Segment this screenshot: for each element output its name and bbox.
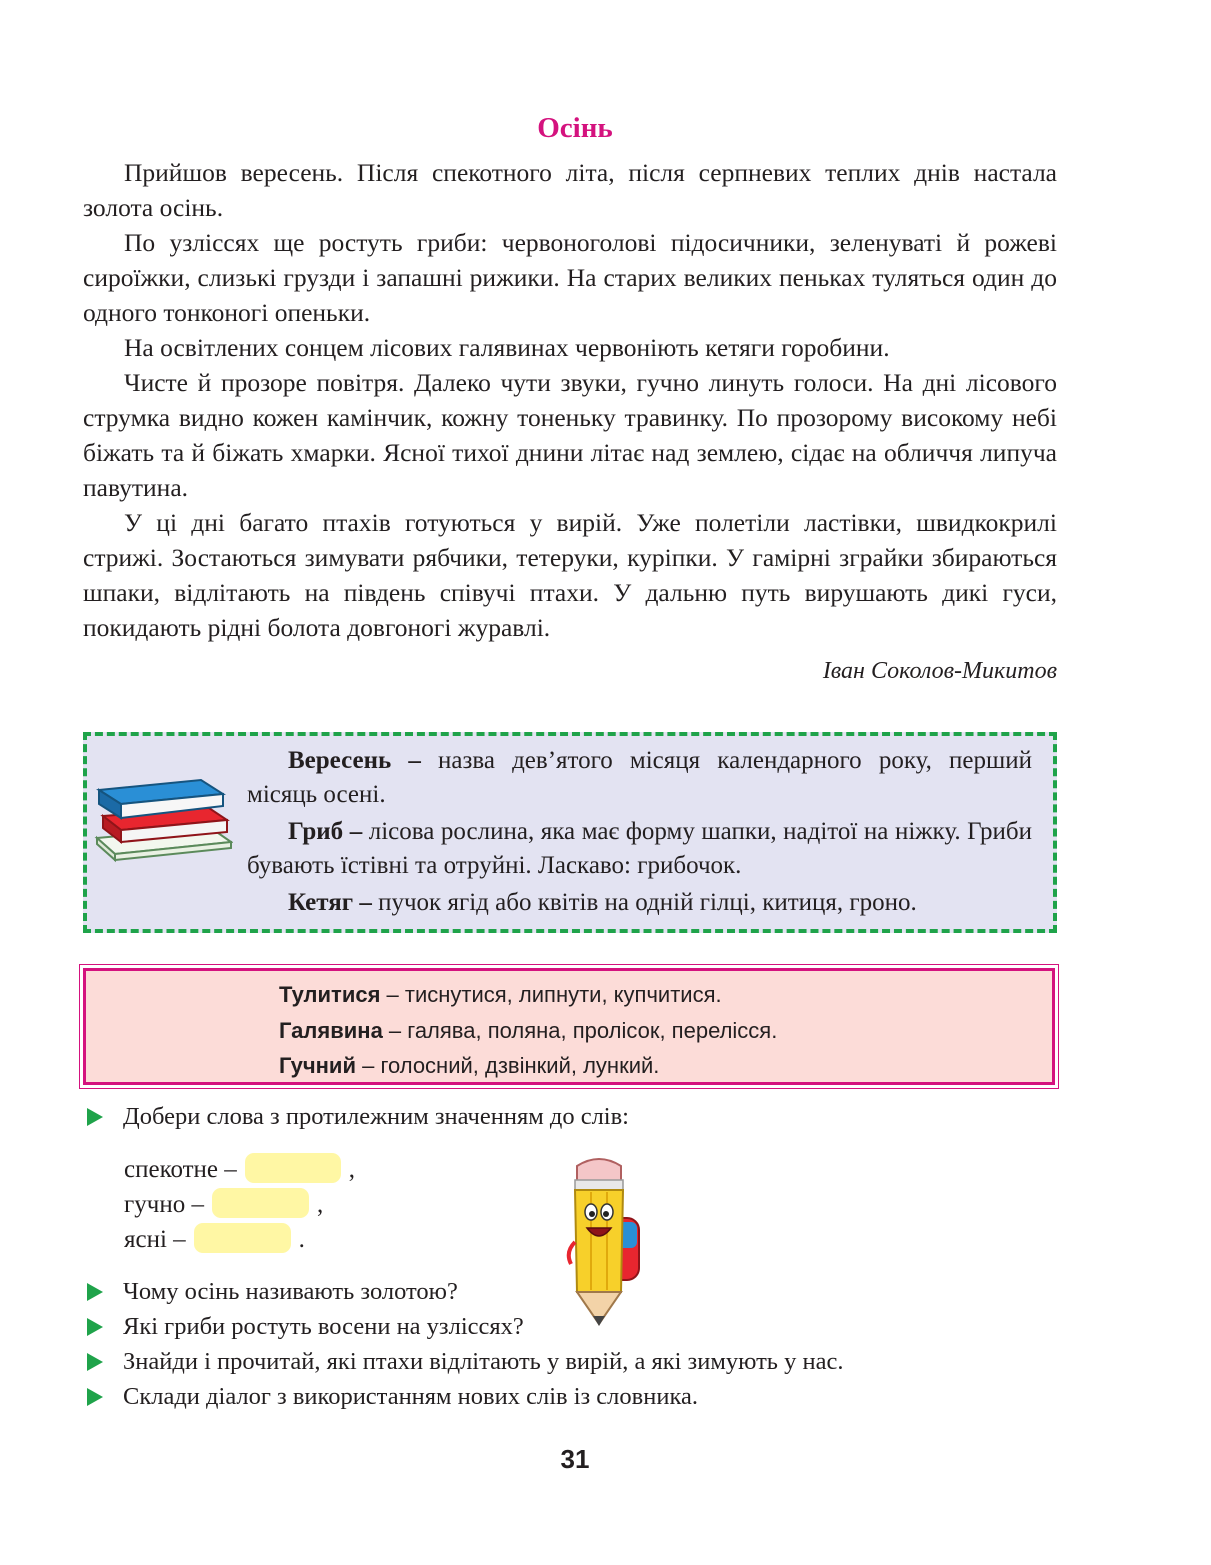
- pencil-mascot-icon: [565, 1152, 645, 1332]
- answer-blank[interactable]: [245, 1153, 341, 1183]
- synonym-entry: [279, 977, 777, 1013]
- synonyms-box: [83, 968, 1055, 1085]
- story-paragraph: На освітлених сонцем лісових галявинах червоніють кетяги горобини.: [124, 333, 890, 362]
- vocabulary-definition: пучок ягід або квітів на одній гілці, китиця, гроно.: [371, 889, 917, 916]
- vocabulary-term: Гриб –: [288, 818, 363, 845]
- vocabulary-term: Вересень –: [288, 747, 421, 774]
- story-paragraph: Прийшов вересень. Після спекотного літа, після серпневих теплих днів настала золота осінь.: [83, 158, 1057, 222]
- answer-blank[interactable]: [212, 1188, 309, 1218]
- story-paragraph: Чисте й прозоре повітря. Далеко чути звуки, гучно линуть голоси. На дні лісового струмка видно кожен камінчик, кожну тоненьку травинку. По прозорому високому небі біжать та й біжать хмарки. Ясної тихої днини літає над землею, сідає на обличчя липуча павутина.: [83, 368, 1057, 502]
- exercise-line: [124, 1223, 305, 1255]
- vocabulary-list: [247, 744, 1032, 923]
- story-paragraph: По узліссях ще ростуть гриби: червоноголові підосичники, зеленуваті й рожеві сироїжки, слизькі грузди і запашні рижики. На старих великих пеньках туляться один до одного тонконогі опеньки.: [83, 228, 1057, 327]
- vocabulary-entry: [247, 886, 1032, 920]
- vocabulary-definition: назва дев’ятого місяця календарного року, перший місяць осені.: [247, 747, 1032, 808]
- books-icon: [93, 776, 233, 866]
- synonym-definition: – тиснутися, липнути, купчитися.: [380, 982, 722, 1007]
- question-text: Склади діалог з використанням нових слів із словника.: [123, 1383, 698, 1410]
- vocabulary-term: Кетяг –: [288, 889, 372, 916]
- exercise-punct: ,: [316, 1191, 324, 1218]
- exercise-punct: .: [298, 1226, 305, 1253]
- author-name: Іван Соколов-Микитов: [822, 658, 1057, 684]
- synonym-entry: [279, 1013, 777, 1049]
- question-item: [87, 1382, 698, 1412]
- story-paragraph: У ці дні багато птахів готуються у вирій. Уже полетіли ластівки, швидкокрилі стрижі. Зостаються зимувати рябчики, тетеруки, куріпки. У гамірні зграйки збираються шпаки, відлітають на південь співучі птахи. У дальню путь вирушають дикі гуси, покидають рідні болота довгоногі журавлі.: [83, 508, 1057, 642]
- synonym-definition: – галява, поляна, пролісок, перелісся.: [382, 1017, 778, 1043]
- exercise-line: [124, 1188, 323, 1220]
- vocabulary-definition: лісова рослина, яка має форму шапки, надітої на ніжку. Гриби бувають їстівні та отруйні. Ласкаво: грибочок.: [247, 818, 1033, 879]
- page-number: 31: [560, 1444, 590, 1474]
- page-title: Осінь: [537, 112, 613, 144]
- exercise-punct: ,: [348, 1156, 356, 1183]
- synonyms-list: [279, 977, 777, 1084]
- task-antonyms: [87, 1102, 629, 1132]
- exercise-word: ясні –: [124, 1226, 186, 1253]
- play-arrow-icon: [87, 1108, 103, 1126]
- synonym-term: Тулитися: [279, 982, 381, 1007]
- play-arrow-icon: [87, 1318, 103, 1336]
- task-text: Добери слова з протилежним значенням до слів:: [123, 1103, 629, 1130]
- exercise-word: спекотне –: [124, 1156, 237, 1183]
- vocabulary-box: [83, 732, 1057, 933]
- synonym-term: Гучний: [279, 1053, 356, 1078]
- exercise-line: [124, 1153, 355, 1185]
- question-item: [87, 1312, 524, 1342]
- synonym-term: Галявина: [279, 1017, 383, 1043]
- question-text: Які гриби ростуть восени на узліссях?: [123, 1313, 524, 1340]
- vocabulary-entry: [247, 744, 1032, 812]
- play-arrow-icon: [87, 1353, 103, 1371]
- play-arrow-icon: [87, 1283, 103, 1301]
- synonym-entry: [279, 1048, 777, 1084]
- play-arrow-icon: [87, 1388, 103, 1406]
- synonym-definition: – голосний, дзвінкий, лункий.: [355, 1053, 660, 1078]
- exercise-word: гучно –: [124, 1191, 204, 1218]
- answer-blank[interactable]: [194, 1223, 291, 1253]
- question-text: Чому осінь називають золотою?: [123, 1278, 458, 1305]
- vocabulary-entry: [247, 815, 1032, 883]
- story-text: [83, 155, 1057, 645]
- question-text: Знайди і прочитай, які птахи відлітають у вирій, а які зимують у нас.: [123, 1348, 844, 1375]
- question-item: [87, 1277, 458, 1307]
- question-item: [87, 1347, 843, 1377]
